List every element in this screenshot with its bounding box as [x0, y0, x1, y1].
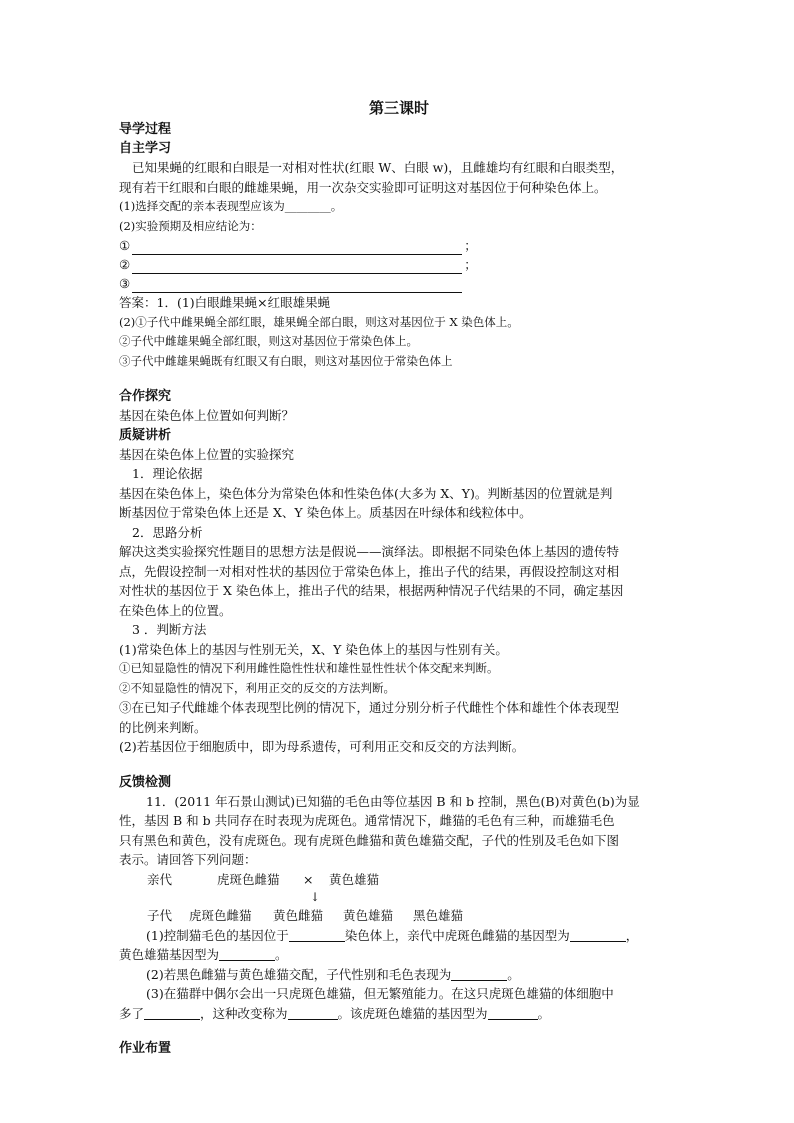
heading-coop: 合作探究 — [119, 389, 172, 404]
qa-heading-3: 3 ．判断方法 — [132, 622, 207, 637]
heading-guide: 导学过程 — [119, 122, 172, 137]
qa-text: ①已知显隐性的情况下利用雌性隐性性状和雄性显性性状个体交配来判断。 — [119, 661, 499, 675]
answer-blank[interactable] — [144, 1007, 200, 1020]
blank-label: ② — [119, 257, 131, 272]
blank-end: ； — [464, 238, 477, 253]
qa-heading-2: 2．思路分析 — [132, 524, 203, 540]
child-item: 黄色雌猫 — [273, 907, 324, 923]
child-item: 虎斑色雌猫 — [189, 907, 252, 923]
parent-label: 亲代 — [147, 871, 173, 887]
cross-diagram-arrow — [119, 890, 679, 906]
qa-text: 断基因位于常染色体上还是 X、Y 染色体上。质基因在叶绿体和线粒体中。 — [119, 505, 532, 520]
qa-text: ②不知显隐性的情况下，利用正交的反交的方法判断。 — [119, 680, 395, 695]
blank-label: ① — [119, 238, 131, 253]
parent-male: 黄色雄猫 — [329, 871, 380, 887]
qa-text: 在染色体上的位置。 — [119, 602, 232, 618]
blank-end: ； — [464, 257, 477, 272]
down-arrow-icon: ↓ — [310, 889, 321, 904]
feedback-text: 只有黑色和黄色，没有虎斑色。现有虎斑色雌猫和黄色雄猫交配，子代的性别及毛色如下图 — [119, 832, 620, 848]
answer-line-2: (2)①子代中雌果蝇全部红眼，雄果蝇全部白眼，则这对基因位于 X 染色体上。 — [119, 314, 519, 329]
feedback-question-2: (2)若黑色雌猫与黄色雄猫交配，子代性别和毛色表现为 。 — [146, 966, 520, 982]
feedback-question-3b: 多了 ，这种改变称为 。该虎斑色雄猫的基因型为 。 — [119, 1005, 551, 1021]
answer-line-4: ③子代中雌雄果蝇既有红眼又有白眼，则这对基因位于常染色体上 — [119, 353, 453, 368]
self-study-intro-1: 已知果蝇的红眼和白眼是一对相对性状(红眼 W、白眼 w)，且雌雄均有红眼和白眼类型， — [132, 160, 624, 175]
child-item: 黄色雄猫 — [343, 907, 394, 923]
answer-blank[interactable] — [488, 1007, 538, 1020]
answer-blank[interactable] — [219, 948, 275, 961]
document-page — [119, 96, 679, 1058]
child-item: 黑色雄猫 — [413, 907, 464, 923]
answer-blank-1[interactable] — [119, 236, 679, 255]
feedback-question-3a: (3)在猫群中偶尔会出一只虎斑色雄猫，但无繁殖能力。在这只虎斑色雄猫的体细胞中 — [146, 986, 614, 1001]
qa-text: 解决这类实验探究性题目的思想方法是假说——演绎法。即根据不同染色体上基因的遗传特 — [119, 544, 620, 559]
qa-text: 基因在染色体上，染色体分为常染色体和性染色体(大多为 X、Y)。判断基因的位置就是判 — [119, 485, 613, 501]
page-title: 第三课时 — [368, 99, 429, 117]
blank-label: ③ — [119, 276, 131, 291]
answer-blank[interactable] — [288, 1007, 338, 1020]
coop-question: 基因在染色体上位置如何判断？ — [119, 408, 295, 423]
qa-text: (2)若基因位于细胞质中，即为母系遗传，可利用正交和反交的方法判断。 — [119, 739, 525, 754]
cross-symbol: × — [303, 871, 314, 887]
cross-diagram-children — [119, 906, 679, 926]
heading-self-study: 自主学习 — [119, 141, 172, 156]
feedback-text: 性，基因 B 和 b 共同存在时表现为虎斑色。通常情况下，雌猫的毛色有三种，而雄猫毛色 — [119, 813, 615, 828]
qa-text: 点，先假设控制一对相对性状的基因位于常染色体上，推出子代的结果，再假设控制这对相 — [119, 563, 620, 579]
question-1: (1)选择交配的亲本表现型应该为________。 — [119, 199, 343, 213]
qa-topic: 基因在染色体上位置的实验探究 — [119, 446, 295, 462]
blank-underline — [132, 260, 462, 274]
blank-underline — [132, 241, 462, 255]
heading-feedback: 反馈检测 — [119, 774, 172, 790]
answer-line-3: ②子代中雌雄果蝇全部红眼，则这对基因位于常染色体上。 — [119, 334, 418, 348]
answer-blank[interactable] — [570, 929, 626, 942]
parent-female: 虎斑色雌猫 — [217, 871, 280, 887]
self-study-intro-2: 现有若干红眼和白眼的雌雄果蝇，用一次杂交实验即可证明这对基因位于何种染色体上。 — [119, 179, 607, 195]
answer-line-1: 答案：1．(1)白眼雌果蝇×红眼雄果蝇 — [119, 295, 331, 310]
child-label: 子代 — [147, 907, 173, 923]
feedback-text: 表示。请回答下列问题： — [119, 852, 257, 867]
feedback-question-1a: (1)控制猫毛色的基因位于 染色体上，亲代中虎斑色雌猫的基因型为 ， — [146, 927, 639, 943]
qa-text: 的比例来判断。 — [119, 719, 207, 735]
question-2: (2)实验预期及相应结论为： — [119, 218, 262, 233]
heading-qa: 质疑讲析 — [119, 427, 172, 443]
blank-underline — [132, 279, 462, 293]
answer-blank-3[interactable] — [119, 274, 679, 293]
qa-text: ③在已知子代雌雄个体表现型比例的情况下，通过分别分析子代雌性个体和雄性个体表现型 — [119, 700, 620, 715]
answer-blank-2[interactable] — [119, 255, 679, 274]
feedback-question-1b: 黄色雄猫基因型为 。 — [119, 947, 288, 962]
qa-text: 对性状的基因位于 X 染色体上，推出子代的结果，根据两种情况子代结果的不同，确定基因 — [119, 583, 624, 598]
feedback-text: 11．(2011 年石景山测试)已知猫的毛色由等位基因 B 和 b 控制，黑色(B)对黄色(b)为显 — [146, 793, 640, 809]
cross-diagram-parents — [119, 870, 679, 890]
heading-homework: 作业布置 — [119, 1041, 172, 1056]
answer-blank[interactable] — [451, 968, 507, 981]
qa-heading-1: 1．理论依据 — [132, 466, 203, 481]
qa-text: (1)常染色体上的基因与性别无关，X、Y 染色体上的基因与性别有关。 — [119, 641, 508, 657]
answer-blank[interactable] — [289, 929, 345, 942]
